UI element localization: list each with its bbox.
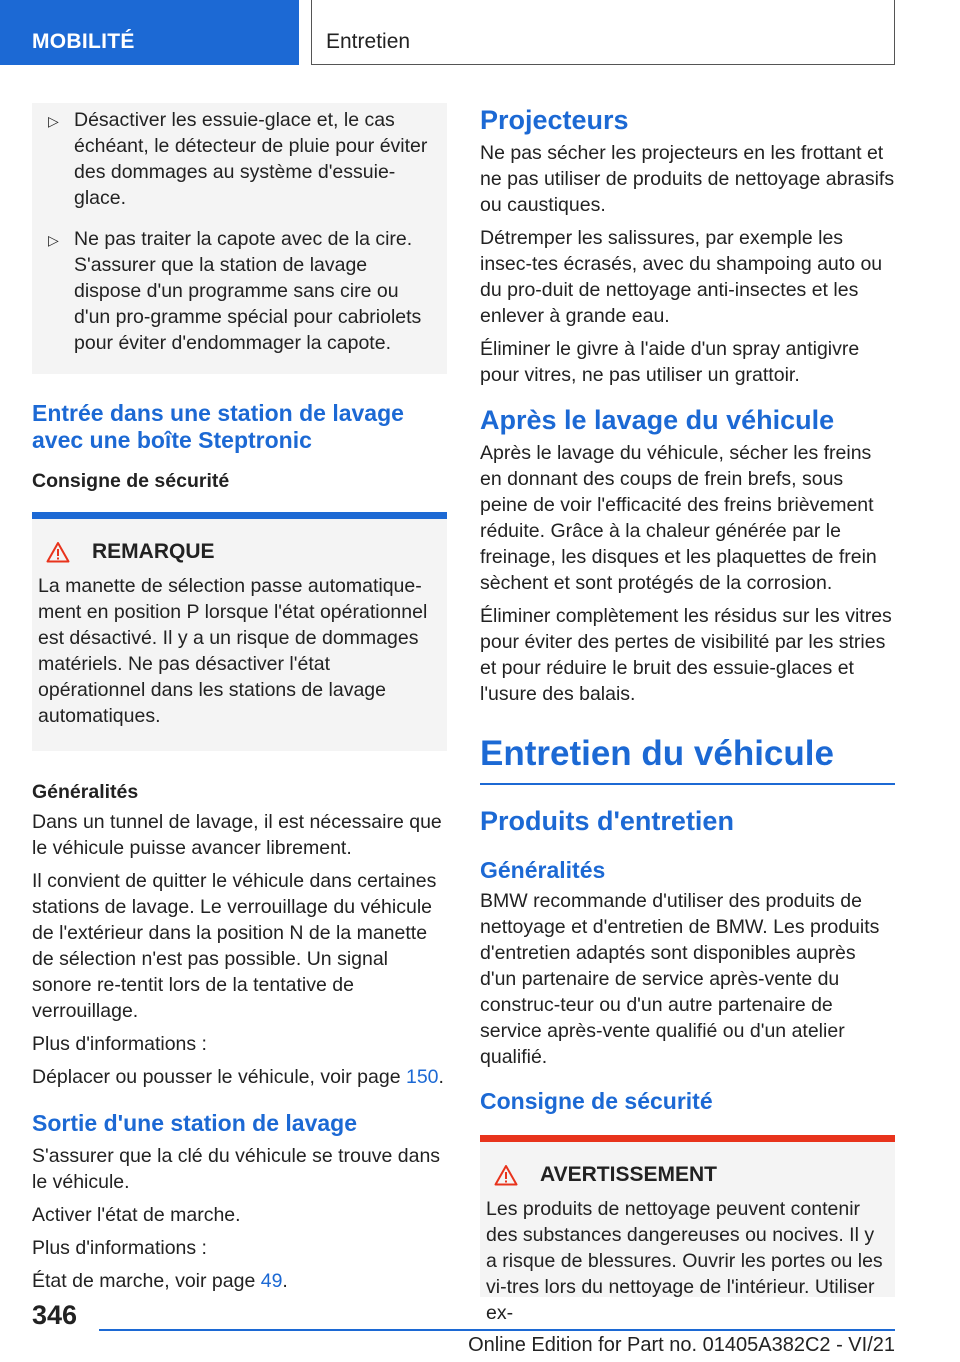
notice-bar (32, 512, 447, 519)
warning-bar (480, 1135, 895, 1142)
reference-end: . (282, 1270, 288, 1292)
reference-line (32, 1268, 447, 1294)
paragraph: Éliminer complètement les résidus sur les vitres pour éviter des pertes de visibilité par les stries et pour réduire le bruit des essuie-glaces et l'usure des balais. (480, 605, 892, 705)
triangle-bullet-icon: ▷ (48, 113, 59, 129)
bullet-text: Désactiver les essuie-glace et, le cas échéant, le détecteur de pluie pour éviter des dommages au système d'essuie-glace. (74, 109, 428, 209)
warning-title-text: AVERTISSEMENT (540, 1163, 717, 1186)
general-heading: Généralités (32, 781, 139, 803)
section-tab (0, 0, 299, 65)
chapter-tab (311, 0, 895, 65)
safety-title: Consigne de sécurité (480, 1088, 713, 1114)
vehicle-care-title: Entretien du véhicule (480, 733, 895, 785)
notice-title (38, 539, 437, 565)
page-link[interactable]: 150 (405, 1066, 439, 1088)
paragraph: Détremper les salissures, par exemple les insec-tes écrasés, avec du shampoing auto ou du pro-duit de nettoyage anti-insectes et les enlever à grande eau. (480, 227, 883, 327)
warning-text: Les produits de nettoyage peuvent contenir des substances dangereuses ou nocives. Il y a risque de blessures. Ouvrir les portes ou les vi-tres lors du nettoyage de l'intérieur. Utiliser ex- (486, 1198, 883, 1324)
paragraph: Dans un tunnel de lavage, il est nécessaire que le véhicule puisse avancer librement. (32, 811, 442, 859)
bullet-box (32, 103, 447, 374)
safety-heading: Consigne de sécurité (32, 470, 230, 492)
left-column (32, 103, 447, 1301)
page-link[interactable]: 49 (260, 1270, 283, 1292)
right-column (480, 103, 895, 1324)
list-item (48, 107, 437, 211)
paragraph: S'assurer que la clé du véhicule se trouve dans le véhicule. (32, 1145, 441, 1193)
notice-title-text: REMARQUE (92, 540, 215, 563)
paragraph: Plus d'informations : (32, 1237, 207, 1259)
paragraph: Après le lavage du véhicule, sécher les freins en donnant des coups de frein brefs, sous peine de voir l'efficacité des freins brièvement réduite. Grâce à la chaleur générée par le freinage, les disques et les plaquettes de frein sèchent et sont protégés de la corrosion. (480, 442, 877, 594)
after-wash-title: Après le lavage du véhicule (480, 405, 835, 435)
warning-triangle-icon (46, 541, 70, 563)
edition-text: Online Edition for Part no. 01405A382C2 - VI/21 (468, 1334, 895, 1356)
chapter-label: Entretien (326, 30, 411, 53)
reference-text: État de marche, voir page (32, 1270, 261, 1292)
section-label: MOBILITÉ (32, 30, 135, 53)
general-title: Généralités (480, 857, 606, 883)
warning-title (486, 1162, 885, 1188)
section-title-exit: Sortie d'une station de lavage (32, 1110, 357, 1136)
headlights-title: Projecteurs (480, 105, 629, 135)
warning-triangle-icon (494, 1164, 518, 1186)
bullet-text: Ne pas traiter la capote avec de la cire. S'assurer que la station de lavage dispose d'un programme sans cire ou d'un pro-gramme spécial pour cabriolets pour éviter d'endommager la capote. (74, 228, 422, 354)
paragraph: Activer l'état de marche. (32, 1204, 241, 1226)
reference-text: Déplacer ou pousser le véhicule, voir page (32, 1066, 406, 1088)
notice-box (32, 519, 447, 751)
section-title-steptronic: Entrée dans une station de lavage avec une boîte Steptronic (32, 400, 404, 453)
paragraph: Plus d'informations : (32, 1033, 207, 1055)
warning-block (480, 1135, 895, 1324)
paragraph: Éliminer le givre à l'aide d'un spray antigivre pour vitres, ne pas utiliser un grattoir. (480, 338, 860, 386)
triangle-bullet-icon: ▷ (48, 232, 59, 248)
paragraph: BMW recommande d'utiliser des produits de nettoyage et d'entretien de BMW. Les produits d'entretien adaptés sont disponibles auprès d'un partenaire de service après-vente du construc-teur ou d'un autre partenaire de service après-vente qualifié ou d'un atelier qualifié. (480, 890, 880, 1068)
warning-box (480, 1142, 895, 1324)
list-item (48, 226, 437, 356)
page-number: 346 (32, 1300, 78, 1330)
reference-end: . (438, 1066, 444, 1088)
notice-text: La manette de sélection passe automatique-ment en position P lorsque l'état opérationnel est désactivé. Il y a un risque de dommages matériels. Ne pas désactiver l'état opérationnel dans les stations de lavage automatiques. (38, 575, 428, 727)
care-products-title: Produits d'entretien (480, 806, 734, 836)
notice-block (32, 512, 447, 751)
footer-divider (99, 1329, 895, 1331)
paragraph: Il convient de quitter le véhicule dans certaines stations de lavage. Le verrouillage du véhicule de l'extérieur dans la position N de la manette de sélection n'est pas possible. Un signal sonore re-tentit lors de la tentative de verrouillage. (32, 870, 437, 1022)
reference-line (32, 1064, 447, 1090)
paragraph: Ne pas sécher les projecteurs en les frottant et ne pas utiliser de produits de nettoyage abrasifs ou caustiques. (480, 142, 895, 216)
